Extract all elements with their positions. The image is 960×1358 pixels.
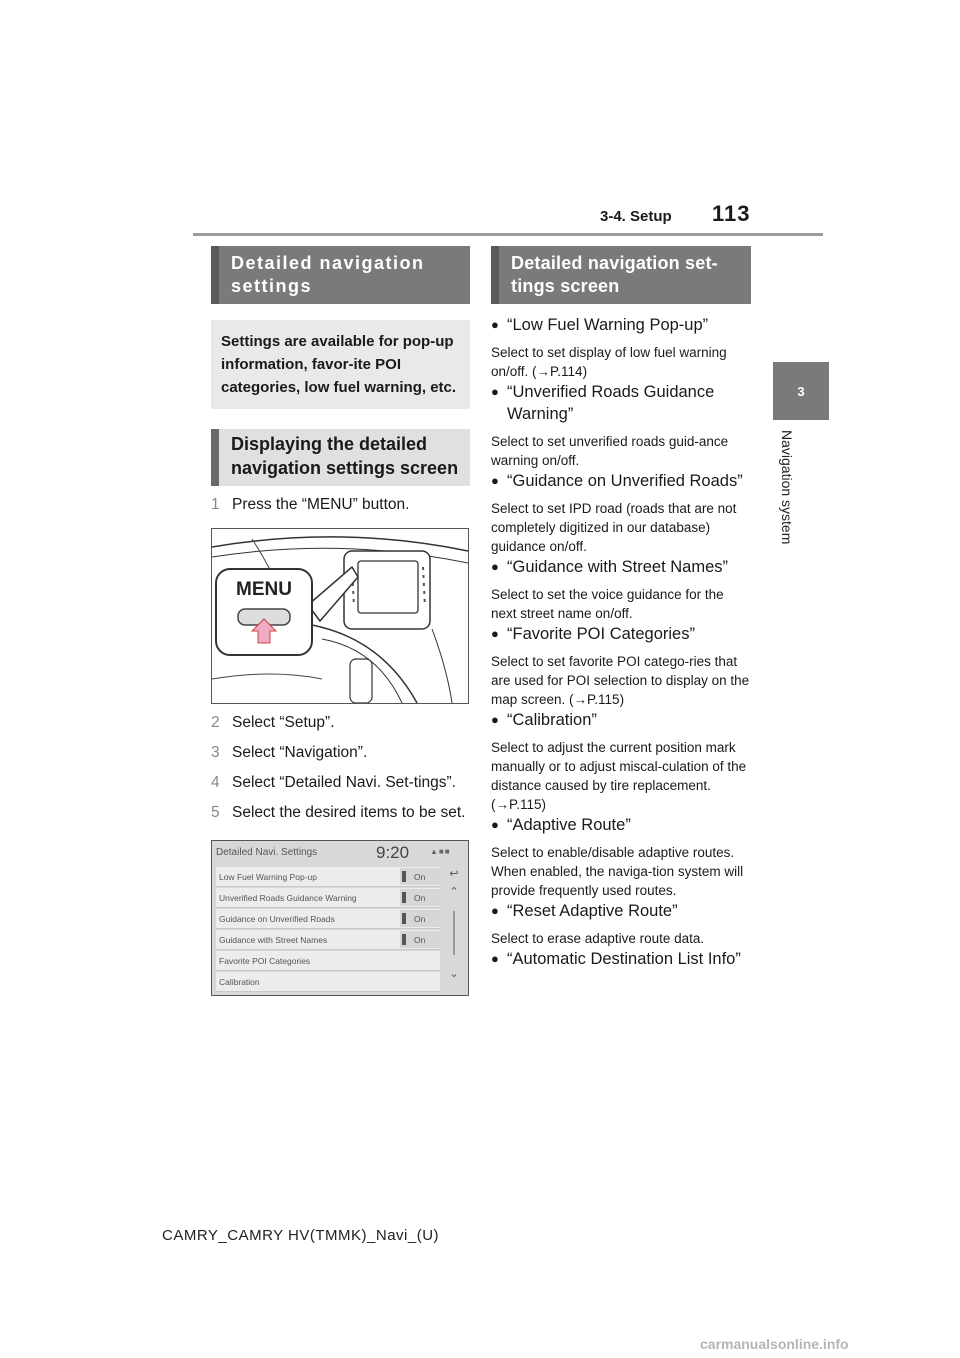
back-arrow-icon: ↩ bbox=[449, 868, 459, 880]
item-title: ● “Unverified Roads Guidance Warning” bbox=[491, 383, 715, 423]
header-section-title: 3-4. Setup bbox=[600, 208, 672, 225]
step-text: Select “Navigation”. bbox=[232, 744, 368, 761]
toggle-on bbox=[400, 910, 440, 927]
item-description: Select to set favorite POI catego-ries that are used for POI selection to display on the map screen. (→P.115) bbox=[491, 654, 750, 707]
list-item bbox=[491, 709, 751, 814]
list-item bbox=[491, 814, 751, 900]
scroll-down-icon: ⌄ bbox=[449, 968, 459, 980]
list-item bbox=[491, 381, 751, 470]
right-column bbox=[491, 246, 751, 970]
scroll-up-icon: ⌃ bbox=[449, 886, 459, 898]
toggle-value: On bbox=[414, 871, 426, 882]
item-title: ● “Favorite POI Categories” bbox=[491, 625, 695, 643]
manual-footer-title: CAMRY_CAMRY HV(TMMK)_Navi_(U) bbox=[162, 1227, 440, 1244]
left-column bbox=[211, 246, 470, 996]
menu-label: MENU bbox=[236, 579, 292, 600]
row-label: Low Fuel Warning Pop-up bbox=[219, 871, 317, 882]
bullet-icon: ● bbox=[491, 626, 499, 641]
item-description: Select to erase adaptive route data. bbox=[491, 931, 705, 946]
item-title: ● “Automatic Destination List Info” bbox=[491, 950, 741, 968]
step-text: Select “Setup”. bbox=[232, 714, 335, 731]
item-title: ● “Guidance on Unverified Roads” bbox=[491, 472, 743, 490]
item-description: Select to set the voice guidance for the next street name on/off. bbox=[491, 587, 724, 621]
step-number: 5 bbox=[211, 804, 220, 821]
bullet-icon: ● bbox=[491, 903, 499, 918]
item-description: Select to set IPD road (roads that are not completely digitized in our database) guidance on/off. bbox=[491, 501, 737, 554]
toggle-value: On bbox=[414, 892, 426, 903]
item-description: Select to set display of low fuel warning on/off. (→P.114) bbox=[491, 345, 727, 379]
chapter-tab: 3 bbox=[773, 362, 829, 420]
screen-row bbox=[216, 930, 440, 950]
bullet-icon: ● bbox=[491, 473, 499, 488]
list-item bbox=[491, 470, 751, 556]
row-label: Calibration bbox=[219, 976, 260, 987]
list-item bbox=[491, 314, 751, 381]
screen-settings-list bbox=[216, 867, 440, 993]
bullet-icon: ● bbox=[491, 559, 499, 574]
bullet-icon: ● bbox=[491, 384, 499, 399]
item-title: ● “Reset Adaptive Route” bbox=[491, 902, 678, 920]
step-2 bbox=[211, 712, 470, 734]
item-title: ● “Low Fuel Warning Pop-up” bbox=[491, 316, 709, 334]
list-item bbox=[491, 948, 751, 970]
step-number: 1 bbox=[211, 496, 220, 513]
screen-row bbox=[216, 909, 440, 929]
list-item bbox=[491, 556, 751, 623]
step-3 bbox=[211, 742, 470, 764]
step-number: 2 bbox=[211, 714, 220, 731]
step-text: Select the desired items to be set. bbox=[232, 804, 466, 821]
page-number: 113 bbox=[712, 201, 751, 226]
dashboard-illustration bbox=[212, 529, 468, 703]
list-item bbox=[491, 623, 751, 709]
step-5 bbox=[211, 802, 470, 824]
item-description: Select to enable/disable adaptive routes. When enabled, the naviga-tion system will provide frequently used routes. bbox=[491, 845, 744, 898]
detailed-navi-settings-screenshot bbox=[211, 840, 469, 996]
toggle-on bbox=[400, 868, 440, 885]
row-label: Guidance with Street Names bbox=[219, 934, 328, 945]
item-title: ● “Calibration” bbox=[491, 711, 597, 729]
step-1 bbox=[211, 494, 470, 516]
item-description: Select to set unverified roads guid-ance warning on/off. bbox=[491, 434, 729, 468]
bullet-icon: ● bbox=[491, 951, 499, 966]
step-4 bbox=[211, 772, 470, 794]
list-item bbox=[491, 900, 751, 948]
screen-clock: 9:20 bbox=[376, 843, 410, 862]
scrollbar-track bbox=[453, 911, 455, 955]
watermark: carmanualsonline.info bbox=[700, 1336, 849, 1352]
bullet-icon: ● bbox=[491, 712, 499, 727]
bullet-icon: ● bbox=[491, 317, 499, 332]
step-text: Select “Detailed Navi. Set-tings”. bbox=[232, 774, 456, 791]
item-title: ● “Guidance with Street Names” bbox=[491, 558, 729, 576]
step-number: 4 bbox=[211, 774, 220, 791]
chapter-title-vertical: Navigation system bbox=[779, 430, 795, 545]
header-rule bbox=[193, 233, 823, 236]
screen-row bbox=[216, 972, 440, 992]
bullet-icon: ● bbox=[491, 817, 499, 832]
screen-title: Detailed Navi. Settings bbox=[216, 847, 318, 858]
item-title: ● “Adaptive Route” bbox=[491, 816, 631, 834]
toggle-on bbox=[400, 931, 440, 948]
intro-box: Settings are available for pop-up information, favor-ite POI categories, low fuel warning, etc. bbox=[211, 320, 470, 409]
step-text: Press the “MENU” button. bbox=[232, 496, 410, 513]
screen-row bbox=[216, 951, 440, 971]
screen-row bbox=[216, 888, 440, 908]
dashboard-menu-button-illustration bbox=[211, 528, 469, 704]
status-icons: ▲■■ bbox=[430, 847, 451, 856]
row-label: Unverified Roads Guidance Warning bbox=[219, 892, 357, 903]
row-label: Guidance on Unverified Roads bbox=[219, 913, 335, 924]
subsection-heading-displaying-screen: Displaying the detailed navigation settings screen bbox=[211, 429, 470, 486]
section-heading-detailed-navigation-settings-screen: Detailed navigation set-tings screen bbox=[491, 246, 751, 304]
screen-row bbox=[216, 867, 440, 887]
settings-item-list bbox=[491, 314, 751, 970]
toggle-value: On bbox=[414, 913, 426, 924]
step-number: 3 bbox=[211, 744, 220, 761]
item-description: Select to adjust the current position mark manually or to adjust miscal-culation of the distance caused by tire replacement. (→P.115) bbox=[491, 740, 747, 812]
toggle-value: On bbox=[414, 934, 426, 945]
section-heading-detailed-navigation-settings: Detailed navigation settings bbox=[211, 246, 470, 304]
row-label: Favorite POI Categories bbox=[219, 955, 311, 966]
toggle-on bbox=[400, 889, 440, 906]
